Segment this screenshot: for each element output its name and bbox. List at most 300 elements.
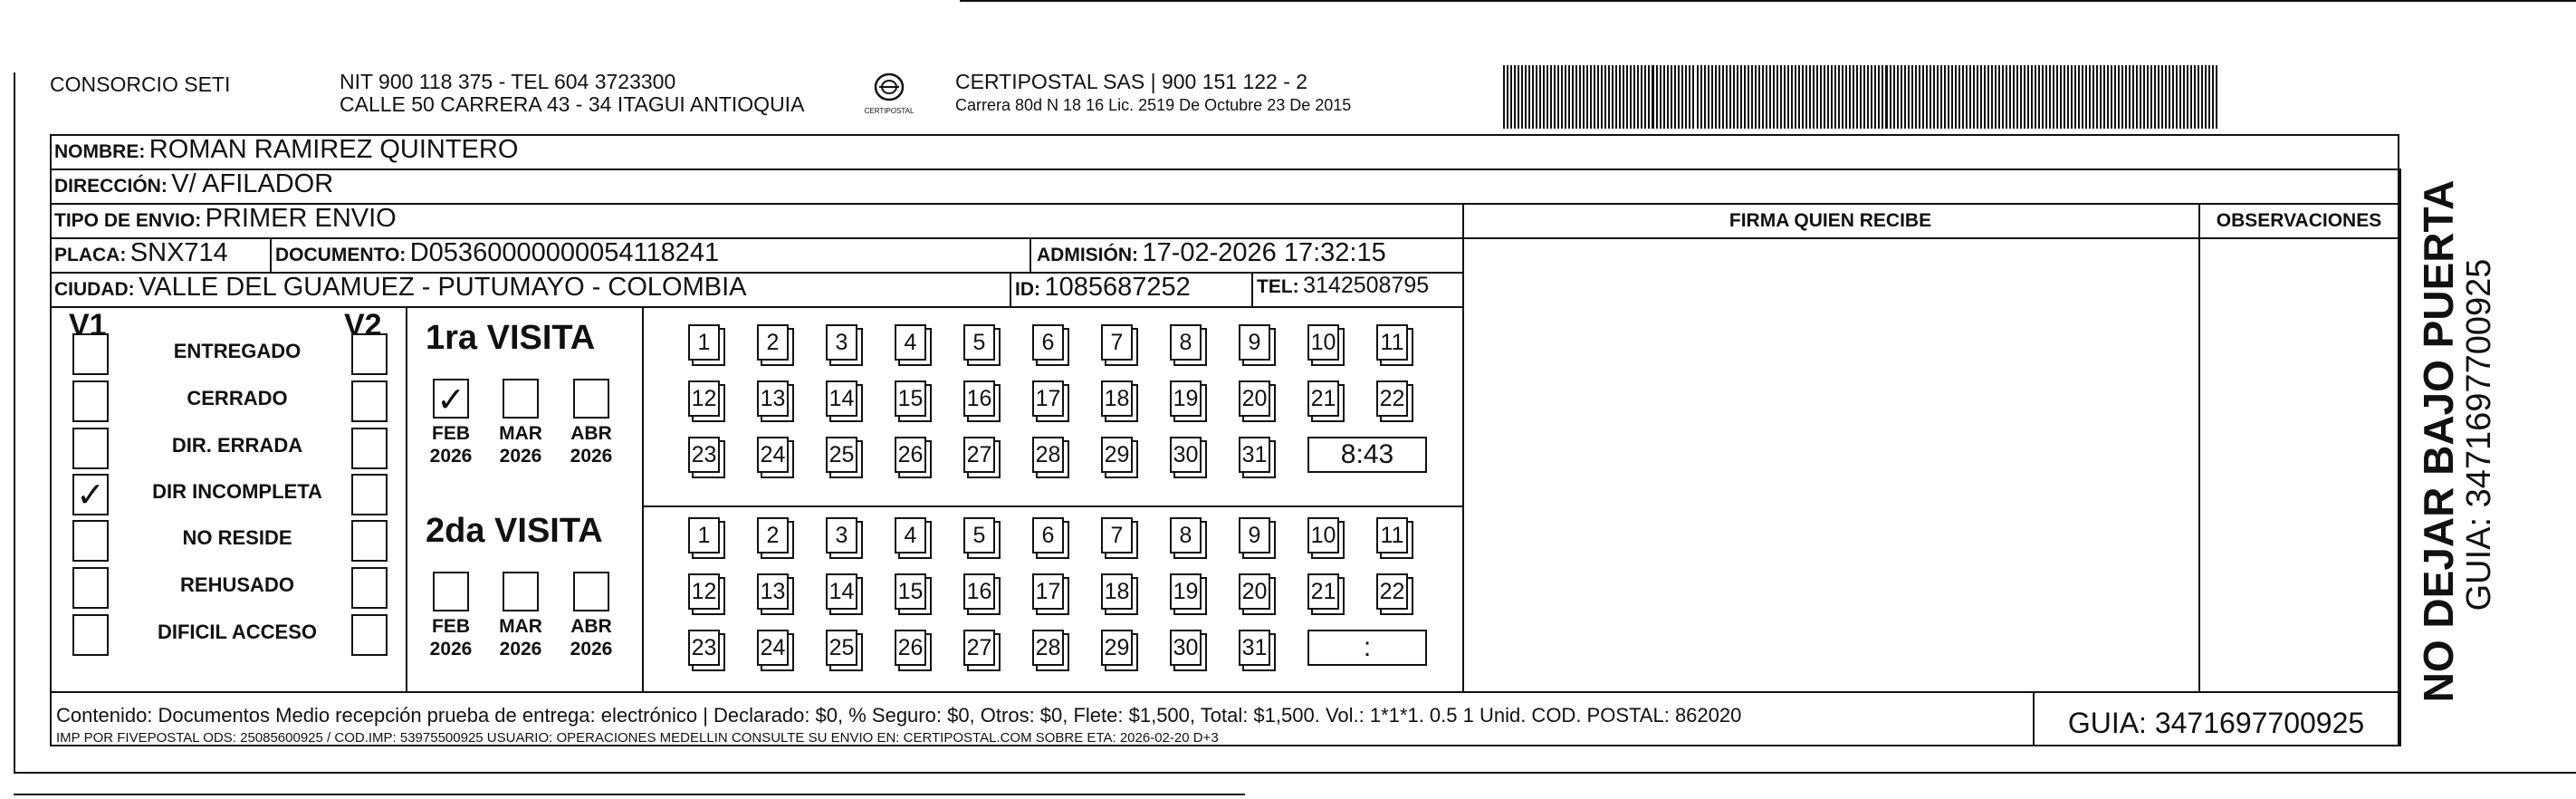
barcode-bar: [2187, 65, 2188, 129]
barcode-bar: [1834, 65, 1836, 129]
barcode-bar: [2082, 65, 2083, 129]
v2-label: V2: [344, 308, 382, 342]
visit1-title: 1ra VISITA: [426, 319, 596, 357]
barcode-bar: [1644, 65, 1646, 129]
nombre-value: ROMAN RAMIREZ QUINTERO: [148, 135, 519, 164]
barcode-bar: [1766, 65, 1767, 129]
visit1-month-checkbox[interactable]: ✓: [433, 379, 469, 419]
barcode-bar: [1805, 65, 1807, 129]
visit1-day-box[interactable]: 25: [826, 437, 857, 473]
v1-checkbox[interactable]: [72, 380, 109, 422]
barcode-bar: [1958, 65, 1960, 129]
visit1-day-box[interactable]: 8: [1170, 324, 1202, 361]
barcode-bar: [1977, 65, 1978, 129]
visit2-day-box[interactable]: 19: [1170, 573, 1202, 610]
cell-divider: [1029, 237, 1031, 272]
tipo-envio-value: PRIMER ENVIO: [205, 204, 397, 233]
visit1-day-box[interactable]: 31: [1239, 437, 1270, 473]
visit2-day-box[interactable]: 16: [963, 573, 995, 610]
documento-value: D05360000000054118241: [409, 238, 720, 267]
visit2-month-label: ABR: [570, 616, 612, 637]
barcode-bar: [1816, 65, 1818, 129]
visit2-day-box[interactable]: 1: [688, 517, 720, 554]
barcode-bar: [1641, 65, 1642, 129]
visit2-day-box[interactable]: 11: [1376, 517, 1408, 554]
barcode-bar: [1726, 65, 1728, 129]
nombre-label: NOMBRE:: [54, 141, 146, 162]
admision-label: ADMISIÓN:: [1037, 245, 1138, 265]
barcode-bar: [2089, 65, 2091, 129]
visit1-day-box[interactable]: 1: [688, 324, 720, 361]
barcode-bar: [1845, 65, 1847, 129]
barcode-bar: [1525, 65, 1527, 129]
signature-divider: [1462, 203, 1464, 691]
tel-field: [1257, 273, 1429, 299]
visit1-day-box[interactable]: 3: [826, 324, 857, 361]
barcode-bar: [2201, 65, 2203, 129]
barcode-bar: [1897, 65, 1899, 129]
barcode-bar: [2143, 65, 2145, 129]
status-option-label: NO RESIDE: [182, 526, 292, 549]
barcode-bar: [1955, 65, 1957, 129]
visit1-day-box[interactable]: 17: [1032, 380, 1064, 417]
barcode-bar: [1980, 65, 1982, 129]
barcode-bar: [2129, 65, 2131, 129]
barcode-bar: [1715, 65, 1717, 129]
visit2-time-box[interactable]: :: [1307, 630, 1427, 666]
v1-checkbox[interactable]: ✓: [72, 474, 109, 515]
barcode-bar: [1951, 65, 1953, 129]
barcode-bar: [1901, 65, 1902, 129]
tipo-envio-label: TIPO DE ENVIO:: [54, 210, 202, 231]
barcode-bar: [2205, 65, 2207, 129]
cut-line: [14, 72, 15, 772]
barcode-bar: [1984, 65, 1986, 129]
visit2-day-box[interactable]: 26: [895, 630, 926, 666]
visit1-day-box[interactable]: 15: [895, 380, 926, 417]
visit1-month-checkbox[interactable]: [503, 379, 539, 419]
visit1-day-box[interactable]: 14: [826, 380, 857, 417]
v2-checkbox[interactable]: [351, 567, 388, 609]
visit2-day-box[interactable]: 6: [1032, 517, 1064, 554]
barcode-bar: [1820, 65, 1822, 129]
barcode-bar: [1973, 65, 1975, 129]
v2-checkbox[interactable]: [351, 380, 388, 422]
tipo-envio-field: [54, 204, 397, 234]
barcode-bar: [2111, 65, 2112, 129]
visit1-day-box[interactable]: 29: [1101, 437, 1133, 473]
barcode-bar: [1648, 65, 1650, 129]
visit2-day-box[interactable]: 12: [688, 573, 720, 610]
barcode-bar: [2016, 65, 2018, 129]
barcode-bar: [1849, 65, 1851, 129]
status-option-label: DIFICIL ACCESO: [157, 621, 317, 643]
visit2-day-box[interactable]: 21: [1307, 573, 1339, 610]
visit1-day-box[interactable]: 10: [1307, 324, 1339, 361]
barcode-bar: [1860, 65, 1862, 129]
barcode-bar: [1700, 65, 1702, 129]
admision-value: 17-02-2026 17:32:15: [1142, 238, 1386, 267]
barcode-bar: [1678, 65, 1680, 129]
visit1-time-box[interactable]: 8:43: [1307, 437, 1427, 473]
v1-checkbox[interactable]: [72, 428, 109, 469]
visit1-day-box[interactable]: 11: [1376, 324, 1408, 361]
barcode-bar: [1550, 65, 1552, 129]
barcode-bar: [2183, 65, 2185, 129]
barcode-bar: [1922, 65, 1924, 129]
barcode-bar: [2169, 65, 2170, 129]
barcode-bar: [2078, 65, 2080, 129]
visit2-day-box[interactable]: 28: [1032, 630, 1064, 666]
barcode-bar: [2074, 65, 2076, 129]
documento-label: DOCUMENTO:: [275, 245, 407, 265]
status-option-label: DIR. ERRADA: [171, 434, 303, 457]
visit1-day-box[interactable]: 22: [1376, 380, 1408, 417]
barcode-bar: [1998, 65, 2000, 129]
barcode-bar: [2179, 65, 2181, 129]
barcode-bar: [2038, 65, 2040, 129]
imp-line: IMP POR FIVEPOSTAL ODS: 25085600925 / COD.IMP: 53975500925 USUARIO: OPERACIONES MEDELLIN CONSULTE SU ENVIO EN: CERTIPOSTAL.COM SOBRE ETA: 2026-02-20 D+3: [56, 730, 1219, 746]
visit1-day-box[interactable]: 21: [1307, 380, 1339, 417]
visit2-day-box[interactable]: 27: [963, 630, 995, 666]
barcode-bar: [1633, 65, 1635, 129]
barcode-bar: [2092, 65, 2094, 129]
visit1-day-box[interactable]: 28: [1032, 437, 1064, 473]
barcode-bar: [1601, 65, 1603, 129]
barcode-bar: [1737, 65, 1738, 129]
visit2-day-box[interactable]: 15: [895, 573, 926, 610]
barcode-bar: [1748, 65, 1749, 129]
barcode-bar: [2158, 65, 2159, 129]
barcode-bar: [1940, 65, 1942, 129]
barcode-bar: [2024, 65, 2025, 129]
cell-divider: [642, 306, 644, 691]
status-option-label: ENTREGADO: [173, 340, 302, 362]
visit2-month-checkbox[interactable]: [503, 572, 539, 611]
barcode-bar: [2064, 65, 2065, 129]
barcode-bar: [1604, 65, 1606, 129]
direccion-value: V/ AFILADOR: [171, 169, 334, 198]
barcode-bar: [1630, 65, 1632, 129]
barcode-bar: [1780, 65, 1782, 129]
visit2-day-box[interactable]: 10: [1307, 517, 1339, 554]
visit1-day-box[interactable]: 4: [895, 324, 926, 361]
barcode-bar: [1674, 65, 1676, 129]
v2-checkbox[interactable]: [351, 333, 388, 375]
visit2-day-box[interactable]: 20: [1239, 573, 1270, 610]
v2-checkbox[interactable]: [351, 428, 388, 469]
visit1-day-box[interactable]: 23: [688, 437, 720, 473]
barcode-bar: [2009, 65, 2011, 129]
visit2-day-box[interactable]: 13: [757, 573, 789, 610]
visit2-day-box[interactable]: 9: [1239, 517, 1270, 554]
barcode-bar: [1962, 65, 1964, 129]
barcode-bar: [1722, 65, 1724, 129]
barcode-bar: [1719, 65, 1720, 129]
barcode-bar: [2154, 65, 2156, 129]
visit2-year-label: 2026: [429, 639, 473, 659]
visit1-day-box[interactable]: 2: [757, 324, 789, 361]
barcode-bar: [1623, 65, 1624, 129]
barcode-bar: [1583, 65, 1585, 129]
v1-checkbox[interactable]: [72, 614, 109, 656]
barcode-bar: [1933, 65, 1935, 129]
barcode-bar: [1697, 65, 1699, 129]
barcode-bar: [2031, 65, 2033, 129]
visit2-month-checkbox[interactable]: [573, 572, 609, 611]
barcode-bar: [2190, 65, 2192, 129]
barcode-bar: [1708, 65, 1709, 129]
barcode-bar: [1652, 65, 1654, 129]
barcode-bar: [1991, 65, 1993, 129]
barcode-bar: [1787, 65, 1789, 129]
barcode-bar: [2132, 65, 2134, 129]
visit1-day-box[interactable]: 30: [1170, 437, 1202, 473]
barcode-bar: [1937, 65, 1939, 129]
visit1-day-box[interactable]: 7: [1101, 324, 1133, 361]
visit1-day-box[interactable]: 9: [1239, 324, 1270, 361]
placa-label: PLACA:: [54, 245, 127, 265]
side-guia: GUIA: 3471697700925: [2460, 258, 2498, 611]
visit2-day-box[interactable]: 5: [963, 517, 995, 554]
barcode-bar: [1615, 65, 1617, 129]
svg-text:CERTIPOSTAL: CERTIPOSTAL: [864, 107, 915, 115]
observations-header: OBSERVACIONES: [2216, 210, 2382, 231]
barcode-bar: [2096, 65, 2098, 129]
barcode-bar: [2027, 65, 2029, 129]
ciudad-field: [54, 273, 747, 303]
barcode-bar: [1557, 65, 1559, 129]
barcode-bar: [1824, 65, 1825, 129]
barcode-bar: [1503, 65, 1505, 129]
visit2-month-checkbox[interactable]: [433, 572, 469, 611]
barcode-bar: [2147, 65, 2149, 129]
address-line: CALLE 50 CARRERA 43 - 34 ITAGUI ANTIOQUIA: [340, 92, 805, 116]
barcode-bar: [2060, 65, 2062, 129]
barcode-bar: [1626, 65, 1628, 129]
barcode-bar: [1842, 65, 1843, 129]
visit2-day-box[interactable]: 8: [1170, 517, 1202, 554]
v1-checkbox[interactable]: [72, 567, 109, 609]
visit2-year-label: 2026: [570, 639, 613, 659]
barcode-bar: [1681, 65, 1683, 129]
barcode-bar: [1802, 65, 1804, 129]
barcode-bar: [2056, 65, 2058, 129]
ciudad-label: CIUDAD:: [54, 279, 135, 300]
visit2-day-box[interactable]: 25: [826, 630, 857, 666]
visit2-day-box[interactable]: 29: [1101, 630, 1133, 666]
visit1-day-box[interactable]: 26: [895, 437, 926, 473]
v1-checkbox[interactable]: [72, 520, 109, 562]
barcode-bar: [1671, 65, 1672, 129]
barcode-bar: [2198, 65, 2199, 129]
visit1-day-box[interactable]: 16: [963, 380, 995, 417]
barcode-bar: [1554, 65, 1556, 129]
observations-divider: [2198, 203, 2200, 691]
visit1-month-label: FEB: [432, 423, 470, 444]
barcode-bar: [2208, 65, 2210, 129]
barcode-bar: [1856, 65, 1858, 129]
visit2-day-box[interactable]: 18: [1101, 573, 1133, 610]
barcode-bar: [1893, 65, 1895, 129]
status-option-label: REHUSADO: [180, 573, 294, 596]
barcode-bar: [2165, 65, 2167, 129]
cell-divider: [406, 306, 407, 691]
contents-line: Contenido: Documentos Medio recepción prueba de entrega: electrónico | Declarado: $0, % Seguro: $0, Otros: $0, Flete: $1,500, Total: $1,500. Vol.: 1*1*1. 0.5 1 Unid. COD. POSTAL: 862020: [56, 704, 1742, 727]
barcode-bar: [1579, 65, 1581, 129]
visit1-month-label: MAR: [499, 423, 542, 444]
barcode-bar: [2194, 65, 2196, 129]
barcode-bar: [1704, 65, 1706, 129]
v1-label: V1: [69, 308, 107, 342]
visit1-day-box[interactable]: 12: [688, 380, 720, 417]
visit-divider: [642, 505, 1462, 507]
barcode-bar: [2176, 65, 2178, 129]
visit1-month-checkbox[interactable]: [573, 379, 609, 419]
v2-checkbox[interactable]: [351, 614, 388, 656]
barcode-bar: [1919, 65, 1920, 129]
barcode-bar: [1911, 65, 1913, 129]
barcode-bar: [1568, 65, 1570, 129]
barcode-bar: [1863, 65, 1865, 129]
visit2-month-label: MAR: [499, 616, 542, 637]
barcode-bar: [2121, 65, 2123, 129]
barcode-bar: [1565, 65, 1566, 129]
visit1-day-box[interactable]: 6: [1032, 324, 1064, 361]
barcode-bar: [2136, 65, 2138, 129]
barcode-bar: [1915, 65, 1917, 129]
barcode-bar: [2053, 65, 2054, 129]
status-option-label: DIR INCOMPLETA: [152, 480, 322, 503]
barcode-bar: [2071, 65, 2073, 129]
company-name: CONSORCIO SETI: [50, 72, 231, 96]
visit2-day-box[interactable]: 30: [1170, 630, 1202, 666]
v2-checkbox[interactable]: [351, 474, 388, 515]
visit1-day-box[interactable]: 13: [757, 380, 789, 417]
row-line: [50, 691, 2399, 693]
barcode-bar: [2114, 65, 2116, 129]
barcode-bar: [1637, 65, 1639, 129]
cut-line: [14, 794, 1245, 795]
placa-field: [54, 238, 228, 268]
tel-label: TEL:: [1257, 276, 1299, 297]
barcode-bar: [1769, 65, 1771, 129]
visit2-day-box[interactable]: 23: [688, 630, 720, 666]
row-line: [50, 203, 2399, 205]
id-value: 1085687252: [1044, 273, 1191, 302]
cut-line: [960, 0, 2576, 2]
guia-number: GUIA: 3471697700925: [2067, 707, 2365, 739]
barcode-bar: [2013, 65, 2015, 129]
barcode-bar: [1795, 65, 1796, 129]
row-line: [50, 168, 2399, 170]
barcode-bar: [1507, 65, 1508, 129]
barcode-bar: [2002, 65, 2004, 129]
visit1-year-label: 2026: [570, 446, 613, 467]
visit2-day-box[interactable]: 3: [826, 517, 857, 554]
barcode-bar: [1521, 65, 1523, 129]
barcode-bar: [2125, 65, 2127, 129]
barcode-bar: [2049, 65, 2051, 129]
barcode-bar: [2042, 65, 2044, 129]
barcode-bar: [1612, 65, 1614, 129]
visit1-day-box[interactable]: 27: [963, 437, 995, 473]
barcode-bar: [1692, 65, 1694, 129]
barcode-bar: [1689, 65, 1690, 129]
barcode-bar: [1784, 65, 1786, 129]
barcode-bar: [1740, 65, 1742, 129]
barcode-bar: [2172, 65, 2174, 129]
barcode-bar: [2085, 65, 2087, 129]
visit2-day-box[interactable]: 24: [757, 630, 789, 666]
barcode-bar: [2118, 65, 2120, 129]
visit2-day-box[interactable]: 2: [757, 517, 789, 554]
barcode-bar: [2140, 65, 2141, 129]
barcode-bar: [2216, 65, 2217, 129]
barcode-bar: [2107, 65, 2109, 129]
barcode-bar: [1867, 65, 1869, 129]
visit1-day-box[interactable]: 5: [963, 324, 995, 361]
cell-divider: [270, 237, 272, 272]
visit1-month-label: ABR: [570, 423, 612, 444]
visit2-year-label: 2026: [499, 639, 542, 659]
v2-checkbox[interactable]: [351, 520, 388, 562]
visit2-day-box[interactable]: 31: [1239, 630, 1270, 666]
visit1-day-box[interactable]: 24: [757, 437, 789, 473]
visit2-day-box[interactable]: 17: [1032, 573, 1064, 610]
barcode-bar: [1878, 65, 1880, 129]
placa-value: SNX714: [129, 238, 228, 267]
barcode-bar: [1882, 65, 1883, 129]
barcode-bar: [1543, 65, 1545, 129]
barcode-bar: [1733, 65, 1735, 129]
v1-checkbox[interactable]: [72, 333, 109, 375]
visit2-day-box[interactable]: 14: [826, 573, 857, 610]
barcode-bar: [1890, 65, 1891, 129]
barcode-bar: [1773, 65, 1775, 129]
visit1-year-label: 2026: [429, 446, 473, 467]
barcode-bar: [1514, 65, 1516, 129]
visit1-day-box[interactable]: 20: [1239, 380, 1270, 417]
barcode-bar: [1572, 65, 1574, 129]
barcode-bar: [1831, 65, 1833, 129]
barcode-bar: [1885, 65, 1888, 129]
visit2-day-box[interactable]: 4: [895, 517, 926, 554]
barcode-bar: [1685, 65, 1687, 129]
id-label: ID:: [1015, 279, 1040, 300]
barcode-bar: [1995, 65, 1997, 129]
visit2-day-box[interactable]: 22: [1376, 573, 1408, 610]
barcode-bar: [1744, 65, 1746, 129]
barcode-bar: [2035, 65, 2036, 129]
barcode-bar: [1798, 65, 1800, 129]
cell-divider: [1251, 272, 1253, 306]
cell-divider: [1010, 272, 1011, 306]
barcode-bar: [2212, 65, 2214, 129]
barcode-bar: [1944, 65, 1946, 129]
barcode-bar: [1528, 65, 1530, 129]
direccion-label: DIRECCIÓN:: [54, 176, 168, 197]
visit1-day-box[interactable]: 19: [1170, 380, 1202, 417]
barcode-bar: [1594, 65, 1595, 129]
barcode-bar: [2020, 65, 2022, 129]
barcode-bar: [1619, 65, 1621, 129]
visit2-day-box[interactable]: 7: [1101, 517, 1133, 554]
tel-value: 3142508795: [1303, 273, 1430, 298]
barcode-bar: [1838, 65, 1840, 129]
visit1-day-box[interactable]: 18: [1101, 380, 1133, 417]
carrier-line: CERTIPOSTAL SAS | 900 151 122 - 2: [955, 70, 1308, 93]
